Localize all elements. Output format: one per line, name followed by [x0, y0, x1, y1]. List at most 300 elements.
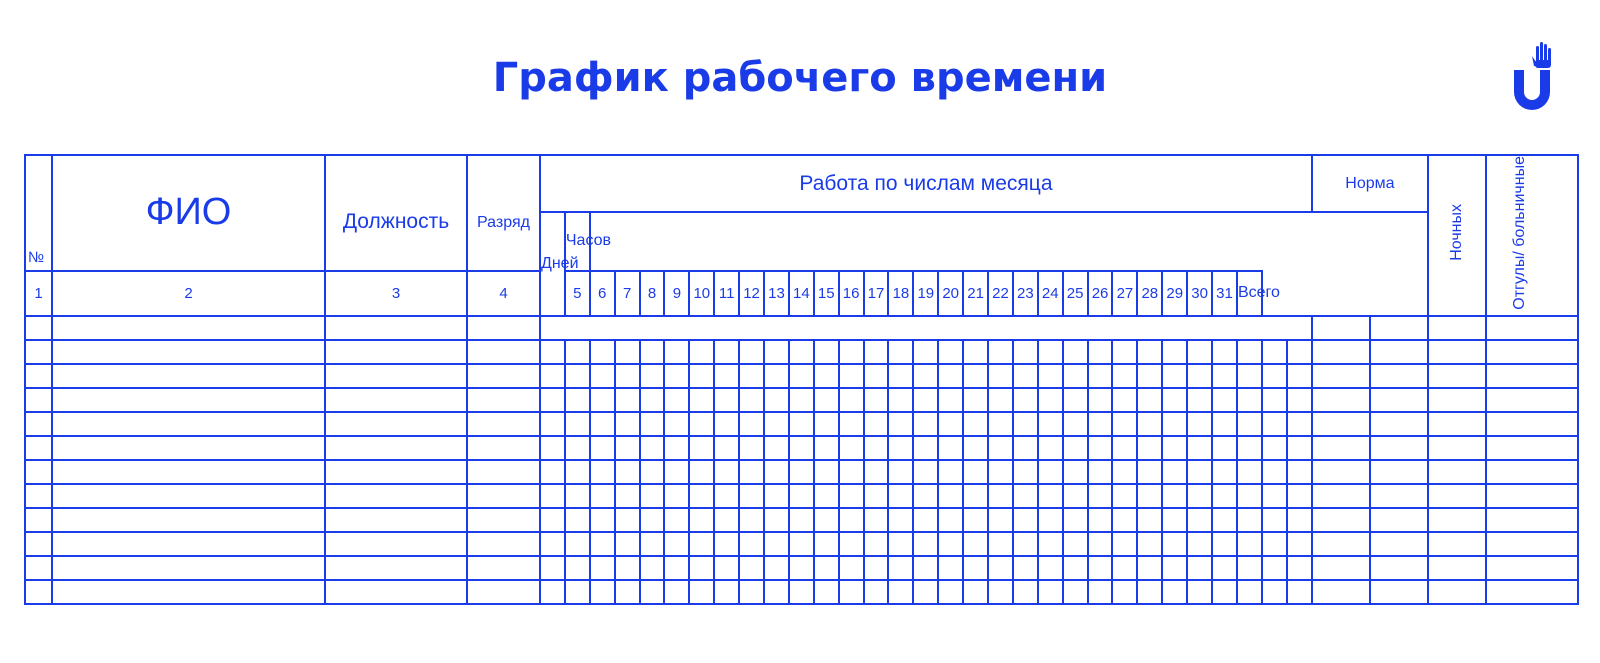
- cell-day[interactable]: [839, 484, 864, 508]
- cell-day[interactable]: [1212, 412, 1237, 436]
- cell-day[interactable]: [963, 460, 988, 484]
- cell-day[interactable]: [1013, 508, 1038, 532]
- cell-day[interactable]: [714, 388, 739, 412]
- cell-day[interactable]: [640, 580, 665, 604]
- cell-day[interactable]: [1187, 460, 1212, 484]
- cell-rank[interactable]: [467, 532, 540, 556]
- cell-day[interactable]: [1187, 532, 1212, 556]
- cell-day[interactable]: [839, 388, 864, 412]
- cell-day[interactable]: [1063, 484, 1088, 508]
- cell-position[interactable]: [325, 580, 467, 604]
- cell-day[interactable]: [938, 580, 963, 604]
- cell-day[interactable]: [714, 532, 739, 556]
- cell-day[interactable]: [764, 508, 789, 532]
- cell-day[interactable]: [1187, 484, 1212, 508]
- cell-day[interactable]: [1287, 580, 1312, 604]
- cell-day[interactable]: [1212, 484, 1237, 508]
- cell-day[interactable]: [789, 364, 814, 388]
- cell-day[interactable]: [1063, 460, 1088, 484]
- cell-fio[interactable]: [52, 484, 325, 508]
- cell-day[interactable]: [1063, 412, 1088, 436]
- cell-day[interactable]: [1013, 436, 1038, 460]
- cell-day[interactable]: [1237, 412, 1262, 436]
- cell-day[interactable]: [963, 340, 988, 364]
- cell-day[interactable]: [714, 364, 739, 388]
- cell-day[interactable]: [814, 340, 839, 364]
- cell-day[interactable]: [1137, 364, 1162, 388]
- cell-day[interactable]: [590, 484, 615, 508]
- cell-day[interactable]: [963, 412, 988, 436]
- cell-day[interactable]: [1162, 556, 1187, 580]
- cell-day[interactable]: [1013, 460, 1038, 484]
- cell-day[interactable]: [913, 580, 938, 604]
- cell-day[interactable]: [1287, 412, 1312, 436]
- cell-day[interactable]: [789, 484, 814, 508]
- cell-absences[interactable]: [1486, 484, 1578, 508]
- cell-day[interactable]: [814, 532, 839, 556]
- cell-rank[interactable]: [467, 580, 540, 604]
- cell-day[interactable]: [689, 484, 714, 508]
- cell-night[interactable]: [1428, 484, 1486, 508]
- cell-day[interactable]: [1287, 460, 1312, 484]
- cell-absences[interactable]: [1486, 532, 1578, 556]
- cell-day[interactable]: [540, 412, 565, 436]
- cell-day[interactable]: [1088, 412, 1113, 436]
- cell-day[interactable]: [739, 484, 764, 508]
- cell-day[interactable]: [1137, 580, 1162, 604]
- cell-day[interactable]: [864, 484, 889, 508]
- cell-day[interactable]: [1013, 388, 1038, 412]
- cell-day[interactable]: [1013, 532, 1038, 556]
- cell-hours-total[interactable]: [1370, 412, 1428, 436]
- cell-day[interactable]: [1038, 460, 1063, 484]
- cell-day[interactable]: [1088, 436, 1113, 460]
- cell-day[interactable]: [1262, 508, 1287, 532]
- cell-day[interactable]: [1162, 412, 1187, 436]
- cell-day[interactable]: [1262, 388, 1287, 412]
- cell-day[interactable]: [864, 364, 889, 388]
- cell-day[interactable]: [938, 484, 963, 508]
- cell-position[interactable]: [325, 532, 467, 556]
- cell-day[interactable]: [888, 508, 913, 532]
- cell-day[interactable]: [764, 532, 789, 556]
- cell-day[interactable]: [1112, 532, 1137, 556]
- cell-day[interactable]: [1063, 508, 1088, 532]
- cell-day[interactable]: [1112, 556, 1137, 580]
- cell-hours-total[interactable]: [1370, 532, 1428, 556]
- cell-day[interactable]: [739, 412, 764, 436]
- cell-day[interactable]: [1162, 580, 1187, 604]
- cell-day[interactable]: [789, 580, 814, 604]
- cell-day[interactable]: [789, 532, 814, 556]
- cell-day[interactable]: [814, 580, 839, 604]
- cell-day[interactable]: [789, 556, 814, 580]
- cell-day[interactable]: [864, 436, 889, 460]
- cell-day[interactable]: [565, 580, 590, 604]
- cell-rank[interactable]: [467, 388, 540, 412]
- cell-day[interactable]: [565, 532, 590, 556]
- cell-day[interactable]: [789, 340, 814, 364]
- cell-day[interactable]: [664, 460, 689, 484]
- cell-day[interactable]: [540, 388, 565, 412]
- cell-day[interactable]: [1038, 388, 1063, 412]
- cell-day[interactable]: [839, 340, 864, 364]
- cell-day[interactable]: [739, 436, 764, 460]
- cell-day[interactable]: [963, 508, 988, 532]
- cell-days[interactable]: [1312, 316, 1370, 340]
- cell-day[interactable]: [764, 412, 789, 436]
- cell-absences[interactable]: [1486, 580, 1578, 604]
- cell-day[interactable]: [913, 460, 938, 484]
- cell-day[interactable]: [1137, 412, 1162, 436]
- cell-day[interactable]: [1112, 460, 1137, 484]
- cell-days[interactable]: [1312, 412, 1370, 436]
- cell-day[interactable]: [640, 556, 665, 580]
- cell-day[interactable]: [1212, 580, 1237, 604]
- cell-day[interactable]: [764, 388, 789, 412]
- cell-night[interactable]: [1428, 412, 1486, 436]
- cell-day[interactable]: [1187, 364, 1212, 388]
- cell-day[interactable]: [1112, 436, 1137, 460]
- cell-day[interactable]: [938, 508, 963, 532]
- cell-hours-total[interactable]: [1370, 316, 1428, 340]
- cell-day[interactable]: [689, 412, 714, 436]
- cell-day[interactable]: [714, 460, 739, 484]
- cell-day[interactable]: [1162, 532, 1187, 556]
- cell-day[interactable]: [1237, 532, 1262, 556]
- cell-day[interactable]: [764, 364, 789, 388]
- cell-day[interactable]: [1112, 388, 1137, 412]
- cell-day[interactable]: [839, 580, 864, 604]
- cell-day[interactable]: [988, 580, 1013, 604]
- cell-day[interactable]: [664, 364, 689, 388]
- cell-hours-total[interactable]: [1370, 460, 1428, 484]
- cell-day[interactable]: [689, 532, 714, 556]
- cell-day[interactable]: [1237, 436, 1262, 460]
- cell-day[interactable]: [864, 532, 889, 556]
- cell-night[interactable]: [1428, 460, 1486, 484]
- cell-day[interactable]: [1038, 556, 1063, 580]
- cell-day[interactable]: [590, 580, 615, 604]
- cell-day[interactable]: [839, 460, 864, 484]
- cell-day[interactable]: [1187, 388, 1212, 412]
- cell-position[interactable]: [325, 556, 467, 580]
- cell-day[interactable]: [590, 508, 615, 532]
- cell-day[interactable]: [938, 364, 963, 388]
- cell-day[interactable]: [1013, 340, 1038, 364]
- cell-days[interactable]: [1312, 556, 1370, 580]
- cell-day[interactable]: [1162, 484, 1187, 508]
- cell-day[interactable]: [689, 580, 714, 604]
- cell-day[interactable]: [540, 580, 565, 604]
- cell-absences[interactable]: [1486, 508, 1578, 532]
- cell-day[interactable]: [689, 364, 714, 388]
- cell-day[interactable]: [1088, 484, 1113, 508]
- cell-day[interactable]: [540, 556, 565, 580]
- cell-day[interactable]: [988, 412, 1013, 436]
- cell-day[interactable]: [664, 412, 689, 436]
- cell-day[interactable]: [540, 436, 565, 460]
- cell-day[interactable]: [664, 580, 689, 604]
- cell-number[interactable]: [25, 436, 52, 460]
- cell-day[interactable]: [1013, 364, 1038, 388]
- cell-day[interactable]: [1262, 364, 1287, 388]
- cell-position[interactable]: [325, 508, 467, 532]
- cell-day[interactable]: [714, 484, 739, 508]
- cell-day[interactable]: [864, 508, 889, 532]
- cell-day[interactable]: [988, 532, 1013, 556]
- cell-day[interactable]: [938, 556, 963, 580]
- cell-day[interactable]: [888, 340, 913, 364]
- cell-days[interactable]: [1312, 508, 1370, 532]
- cell-day[interactable]: [913, 508, 938, 532]
- cell-day[interactable]: [764, 436, 789, 460]
- cell-days[interactable]: [1312, 340, 1370, 364]
- cell-day[interactable]: [1287, 340, 1312, 364]
- cell-day[interactable]: [988, 508, 1013, 532]
- cell-position[interactable]: [325, 388, 467, 412]
- cell-day[interactable]: [1063, 364, 1088, 388]
- cell-day[interactable]: [1013, 412, 1038, 436]
- cell-day[interactable]: [640, 364, 665, 388]
- cell-day[interactable]: [1262, 580, 1287, 604]
- cell-day[interactable]: [764, 340, 789, 364]
- cell-fio[interactable]: [52, 316, 325, 340]
- cell-day[interactable]: [814, 412, 839, 436]
- cell-day[interactable]: [590, 388, 615, 412]
- cell-day[interactable]: [814, 364, 839, 388]
- cell-day[interactable]: [1013, 580, 1038, 604]
- cell-number[interactable]: [25, 508, 52, 532]
- cell-rank[interactable]: [467, 460, 540, 484]
- cell-day[interactable]: [888, 364, 913, 388]
- cell-hours-total[interactable]: [1370, 436, 1428, 460]
- cell-day[interactable]: [640, 532, 665, 556]
- cell-position[interactable]: [325, 484, 467, 508]
- cell-day[interactable]: [1262, 556, 1287, 580]
- cell-day[interactable]: [1088, 508, 1113, 532]
- cell-position[interactable]: [325, 364, 467, 388]
- cell-days[interactable]: [1312, 436, 1370, 460]
- cell-position[interactable]: [325, 436, 467, 460]
- cell-day[interactable]: [640, 412, 665, 436]
- cell-day[interactable]: [1038, 436, 1063, 460]
- cell-day[interactable]: [615, 484, 640, 508]
- cell-day[interactable]: [739, 556, 764, 580]
- cell-day[interactable]: [590, 532, 615, 556]
- cell-day[interactable]: [864, 460, 889, 484]
- cell-day[interactable]: [1088, 364, 1113, 388]
- cell-day[interactable]: [938, 340, 963, 364]
- cell-hours-total[interactable]: [1370, 340, 1428, 364]
- cell-day[interactable]: [864, 556, 889, 580]
- cell-position[interactable]: [325, 412, 467, 436]
- cell-day[interactable]: [1287, 532, 1312, 556]
- cell-day[interactable]: [1212, 460, 1237, 484]
- cell-day[interactable]: [963, 484, 988, 508]
- cell-day[interactable]: [540, 364, 565, 388]
- cell-day[interactable]: [615, 556, 640, 580]
- cell-night[interactable]: [1428, 436, 1486, 460]
- cell-days[interactable]: [1312, 484, 1370, 508]
- cell-day[interactable]: [1212, 508, 1237, 532]
- cell-day[interactable]: [814, 388, 839, 412]
- cell-day[interactable]: [789, 460, 814, 484]
- cell-day[interactable]: [1088, 556, 1113, 580]
- cell-fio[interactable]: [52, 460, 325, 484]
- cell-position[interactable]: [325, 460, 467, 484]
- cell-day[interactable]: [1088, 532, 1113, 556]
- cell-day[interactable]: [764, 460, 789, 484]
- cell-position[interactable]: [325, 340, 467, 364]
- cell-day[interactable]: [963, 388, 988, 412]
- cell-day[interactable]: [689, 436, 714, 460]
- cell-day[interactable]: [839, 412, 864, 436]
- cell-day[interactable]: [888, 460, 913, 484]
- cell-number[interactable]: [25, 460, 52, 484]
- cell-fio[interactable]: [52, 556, 325, 580]
- cell-day[interactable]: [988, 388, 1013, 412]
- cell-fio[interactable]: [52, 508, 325, 532]
- cell-day[interactable]: [1063, 556, 1088, 580]
- cell-fio[interactable]: [52, 532, 325, 556]
- cell-night[interactable]: [1428, 364, 1486, 388]
- cell-day[interactable]: [938, 460, 963, 484]
- cell-day[interactable]: [913, 556, 938, 580]
- cell-number[interactable]: [25, 556, 52, 580]
- cell-day[interactable]: [814, 436, 839, 460]
- cell-day[interactable]: [1088, 460, 1113, 484]
- cell-rank[interactable]: [467, 508, 540, 532]
- cell-day[interactable]: [1112, 364, 1137, 388]
- cell-day[interactable]: [689, 460, 714, 484]
- cell-day[interactable]: [963, 436, 988, 460]
- cell-day[interactable]: [988, 340, 1013, 364]
- cell-day[interactable]: [1287, 484, 1312, 508]
- cell-absences[interactable]: [1486, 412, 1578, 436]
- cell-rank[interactable]: [467, 412, 540, 436]
- cell-day[interactable]: [1187, 412, 1212, 436]
- cell-day[interactable]: [1187, 508, 1212, 532]
- cell-day[interactable]: [615, 580, 640, 604]
- cell-day[interactable]: [988, 484, 1013, 508]
- cell-day[interactable]: [615, 340, 640, 364]
- cell-day[interactable]: [590, 556, 615, 580]
- cell-night[interactable]: [1428, 388, 1486, 412]
- cell-rank[interactable]: [467, 556, 540, 580]
- cell-number[interactable]: [25, 316, 52, 340]
- cell-day[interactable]: [1013, 484, 1038, 508]
- cell-day[interactable]: [1287, 556, 1312, 580]
- cell-day[interactable]: [1088, 340, 1113, 364]
- cell-day[interactable]: [789, 388, 814, 412]
- cell-absences[interactable]: [1486, 436, 1578, 460]
- cell-night[interactable]: [1428, 316, 1486, 340]
- cell-number[interactable]: [25, 580, 52, 604]
- cell-day[interactable]: [640, 508, 665, 532]
- cell-absences[interactable]: [1486, 340, 1578, 364]
- cell-rank[interactable]: [467, 340, 540, 364]
- cell-fio[interactable]: [52, 340, 325, 364]
- cell-rank[interactable]: [467, 484, 540, 508]
- cell-absences[interactable]: [1486, 316, 1578, 340]
- cell-day[interactable]: [615, 436, 640, 460]
- cell-day[interactable]: [1038, 340, 1063, 364]
- cell-day[interactable]: [888, 484, 913, 508]
- cell-day[interactable]: [1137, 460, 1162, 484]
- cell-hours-total[interactable]: [1370, 580, 1428, 604]
- cell-day[interactable]: [664, 388, 689, 412]
- cell-day[interactable]: [1162, 364, 1187, 388]
- cell-day[interactable]: [739, 340, 764, 364]
- cell-day[interactable]: [1237, 364, 1262, 388]
- cell-day[interactable]: [814, 484, 839, 508]
- cell-day[interactable]: [764, 580, 789, 604]
- cell-number[interactable]: [25, 412, 52, 436]
- cell-day[interactable]: [714, 412, 739, 436]
- cell-day[interactable]: [1038, 508, 1063, 532]
- cell-day[interactable]: [1088, 580, 1113, 604]
- cell-day[interactable]: [1162, 340, 1187, 364]
- cell-day[interactable]: [664, 340, 689, 364]
- cell-day[interactable]: [938, 388, 963, 412]
- cell-day[interactable]: [689, 388, 714, 412]
- cell-day[interactable]: [739, 508, 764, 532]
- cell-day[interactable]: [1137, 484, 1162, 508]
- cell-day[interactable]: [565, 484, 590, 508]
- cell-day[interactable]: [888, 388, 913, 412]
- cell-fio[interactable]: [52, 580, 325, 604]
- cell-day[interactable]: [640, 484, 665, 508]
- cell-day[interactable]: [1112, 484, 1137, 508]
- cell-day[interactable]: [888, 532, 913, 556]
- cell-day[interactable]: [864, 388, 889, 412]
- cell-day[interactable]: [864, 412, 889, 436]
- cell-day[interactable]: [1112, 508, 1137, 532]
- cell-night[interactable]: [1428, 532, 1486, 556]
- cell-hours-total[interactable]: [1370, 508, 1428, 532]
- cell-day[interactable]: [1137, 532, 1162, 556]
- cell-day[interactable]: [689, 340, 714, 364]
- cell-day[interactable]: [1137, 340, 1162, 364]
- cell-rank[interactable]: [467, 364, 540, 388]
- cell-day[interactable]: [913, 484, 938, 508]
- cell-day[interactable]: [988, 460, 1013, 484]
- cell-day[interactable]: [565, 364, 590, 388]
- cell-day[interactable]: [714, 580, 739, 604]
- cell-day[interactable]: [615, 508, 640, 532]
- cell-day[interactable]: [888, 580, 913, 604]
- cell-day[interactable]: [963, 556, 988, 580]
- cell-night[interactable]: [1428, 340, 1486, 364]
- cell-day[interactable]: [1038, 364, 1063, 388]
- cell-day[interactable]: [615, 364, 640, 388]
- cell-day[interactable]: [565, 412, 590, 436]
- cell-days[interactable]: [1312, 580, 1370, 604]
- cell-day[interactable]: [640, 460, 665, 484]
- cell-fio[interactable]: [52, 388, 325, 412]
- cell-day[interactable]: [1038, 412, 1063, 436]
- cell-day[interactable]: [1262, 436, 1287, 460]
- cell-days[interactable]: [1312, 364, 1370, 388]
- cell-day[interactable]: [540, 460, 565, 484]
- cell-day[interactable]: [963, 580, 988, 604]
- cell-fio[interactable]: [52, 364, 325, 388]
- cell-day[interactable]: [988, 364, 1013, 388]
- cell-day[interactable]: [913, 436, 938, 460]
- cell-day[interactable]: [1112, 340, 1137, 364]
- cell-day[interactable]: [1063, 340, 1088, 364]
